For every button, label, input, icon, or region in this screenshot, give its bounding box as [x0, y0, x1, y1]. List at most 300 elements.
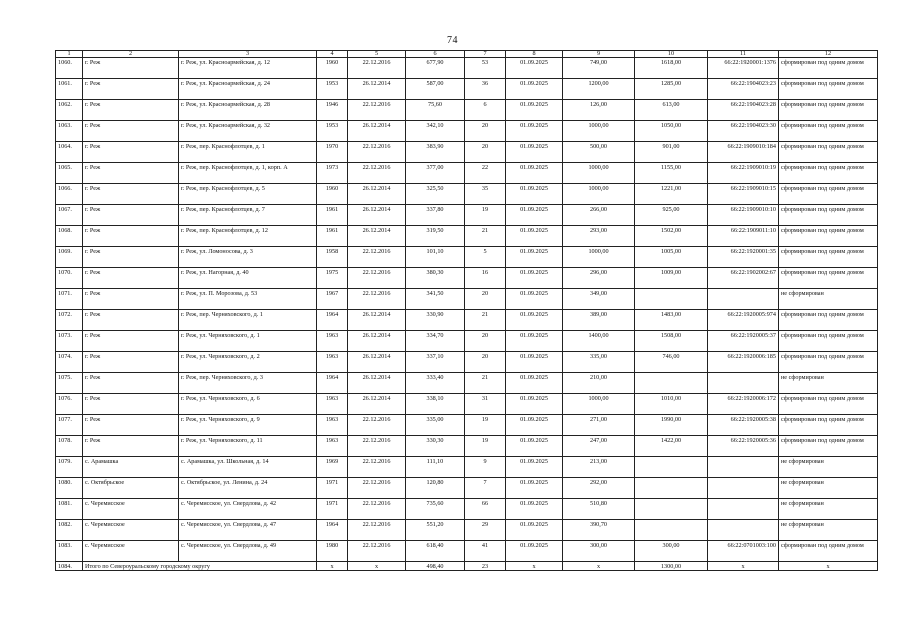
address-cell: г. Реж, ул. Черняховского, д. 1 — [179, 331, 317, 352]
address-cell: с. Черемисское, ул. Свердлова, д. 42 — [179, 499, 317, 520]
row-number-cell: 1072. — [56, 310, 83, 331]
date-cell: 22.12.2016 — [348, 541, 406, 562]
land-area-cell: 1010,00 — [635, 394, 708, 415]
address-cell: г. Реж, ул. Черняховского, д. 6 — [179, 394, 317, 415]
table-row — [56, 415, 878, 436]
row-number-cell: 1078. — [56, 436, 83, 457]
year-cell: x — [317, 562, 348, 571]
land-area-cell — [635, 499, 708, 520]
row-number-cell: 1062. — [56, 100, 83, 121]
date-cell: 26.12.2014 — [348, 205, 406, 226]
year-cell: 1964 — [317, 310, 348, 331]
start-date-cell: 01.09.2025 — [506, 58, 563, 79]
area-cell: 335,00 — [406, 415, 465, 436]
table-row — [56, 478, 878, 499]
year-cell: 1967 — [317, 289, 348, 310]
address-cell: г. Реж, пер. Краснофлотцев, д. 5 — [179, 184, 317, 205]
cost-cell: 500,00 — [563, 142, 635, 163]
table-row — [56, 310, 878, 331]
address-cell: г. Реж, пер. Краснофлотцев, д. 7 — [179, 205, 317, 226]
locality-cell: г. Реж — [83, 268, 179, 289]
residents-cell: 19 — [465, 415, 506, 436]
cadastral-number-cell — [708, 520, 779, 541]
locality-cell: г. Реж — [83, 310, 179, 331]
housing-registry-table — [55, 50, 878, 571]
cost-cell: 1400,00 — [563, 331, 635, 352]
column-number-cell: 1 — [56, 51, 83, 58]
page-number: 74 — [447, 35, 458, 46]
start-date-cell: 01.09.2025 — [506, 100, 563, 121]
table-row — [56, 58, 878, 79]
cost-cell: 389,00 — [563, 310, 635, 331]
area-cell: 330,30 — [406, 436, 465, 457]
land-status-cell: сформирован под одним домом — [779, 58, 878, 79]
land-area-cell: 1050,00 — [635, 121, 708, 142]
row-number-cell: 1063. — [56, 121, 83, 142]
address-cell: г. Реж, пер. Черняховского, д. 1 — [179, 310, 317, 331]
year-cell: 1963 — [317, 394, 348, 415]
year-cell: 1963 — [317, 352, 348, 373]
date-cell: 22.12.2016 — [348, 163, 406, 184]
area-cell: 337,10 — [406, 352, 465, 373]
row-number-cell: 1082. — [56, 520, 83, 541]
locality-cell: г. Реж — [83, 394, 179, 415]
residents-cell: 20 — [465, 121, 506, 142]
date-cell: 22.12.2016 — [348, 100, 406, 121]
cost-cell: 293,00 — [563, 226, 635, 247]
table-body — [56, 51, 878, 571]
land-status-cell: сформирован под одним домом — [779, 100, 878, 121]
locality-cell: г. Реж — [83, 142, 179, 163]
locality-cell: г. Реж — [83, 58, 179, 79]
area-cell: 383,90 — [406, 142, 465, 163]
cadastral-number-cell: 66:22:1909010:15 — [708, 184, 779, 205]
year-cell: 1960 — [317, 184, 348, 205]
land-area-cell: 1221,00 — [635, 184, 708, 205]
year-cell: 1964 — [317, 520, 348, 541]
address-cell: г. Реж, ул. Красноармейская, д. 28 — [179, 100, 317, 121]
land-area-cell — [635, 373, 708, 394]
residents-cell: 41 — [465, 541, 506, 562]
table-row — [56, 436, 878, 457]
date-cell: 26.12.2014 — [348, 310, 406, 331]
address-cell: г. Реж, ул. Красноармейская, д. 24 — [179, 79, 317, 100]
locality-cell: г. Реж — [83, 247, 179, 268]
row-number-cell: 1073. — [56, 331, 83, 352]
land-area-cell: 1483,00 — [635, 310, 708, 331]
row-number-cell: 1081. — [56, 499, 83, 520]
land-status-cell: сформирован под одним домом — [779, 79, 878, 100]
cost-cell: 292,00 — [563, 478, 635, 499]
land-status-cell: не сформирован — [779, 373, 878, 394]
cadastral-number-cell: 66:22:1920006:172 — [708, 394, 779, 415]
locality-cell: г. Реж — [83, 100, 179, 121]
cadastral-number-cell: 66:22:1920005:974 — [708, 310, 779, 331]
area-cell: 677,90 — [406, 58, 465, 79]
land-status-cell: сформирован под одним домом — [779, 394, 878, 415]
year-cell: 1971 — [317, 478, 348, 499]
cost-cell: 510,80 — [563, 499, 635, 520]
residents-cell: 21 — [465, 373, 506, 394]
land-area-cell — [635, 478, 708, 499]
row-number-cell: 1064. — [56, 142, 83, 163]
area-cell: 334,70 — [406, 331, 465, 352]
land-status-cell: сформирован под одним домом — [779, 352, 878, 373]
table-row — [56, 79, 878, 100]
cost-cell: 296,00 — [563, 268, 635, 289]
start-date-cell: 01.09.2025 — [506, 457, 563, 478]
start-date-cell: 01.09.2025 — [506, 142, 563, 163]
start-date-cell: 01.09.2025 — [506, 415, 563, 436]
cadastral-number-cell: 66:22:0701003:100 — [708, 541, 779, 562]
area-cell: 587,00 — [406, 79, 465, 100]
table-row — [56, 331, 878, 352]
area-cell: 551,20 — [406, 520, 465, 541]
land-status-cell: сформирован под одним домом — [779, 331, 878, 352]
address-cell: г. Реж, ул. П. Морозова, д. 53 — [179, 289, 317, 310]
year-cell: 1980 — [317, 541, 348, 562]
land-area-cell: 1508,00 — [635, 331, 708, 352]
start-date-cell: 01.09.2025 — [506, 121, 563, 142]
row-number-cell: 1066. — [56, 184, 83, 205]
column-number-cell: 10 — [635, 51, 708, 58]
row-number-cell: 1068. — [56, 226, 83, 247]
column-number-cell: 9 — [563, 51, 635, 58]
land-status-cell: сформирован под одним домом — [779, 436, 878, 457]
locality-cell: г. Реж — [83, 373, 179, 394]
start-date-cell: 01.09.2025 — [506, 541, 563, 562]
land-status-cell: сформирован под одним домом — [779, 205, 878, 226]
cost-cell: 210,00 — [563, 373, 635, 394]
column-number-cell: 4 — [317, 51, 348, 58]
table-row — [56, 289, 878, 310]
residents-cell: 22 — [465, 163, 506, 184]
land-area-cell: 746,00 — [635, 352, 708, 373]
residents-cell: 29 — [465, 520, 506, 541]
area-cell: 337,80 — [406, 205, 465, 226]
start-date-cell: 01.09.2025 — [506, 289, 563, 310]
residents-cell: 36 — [465, 79, 506, 100]
address-cell: с. Октябрьское, ул. Ленина, д. 24 — [179, 478, 317, 499]
locality-cell: с. Октябрьское — [83, 478, 179, 499]
cadastral-number-cell: 66:22:1904023:30 — [708, 121, 779, 142]
cadastral-number-cell: 66:22:1920001:1376 — [708, 58, 779, 79]
residents-cell: 5 — [465, 247, 506, 268]
residents-cell: 20 — [465, 352, 506, 373]
date-cell: 26.12.2014 — [348, 79, 406, 100]
year-cell: 1961 — [317, 226, 348, 247]
date-cell: 26.12.2014 — [348, 394, 406, 415]
land-area-cell: 1009,00 — [635, 268, 708, 289]
locality-cell: с. Черемисское — [83, 520, 179, 541]
year-cell: 1958 — [317, 247, 348, 268]
land-status-cell: не сформирован — [779, 289, 878, 310]
land-area-cell: 1155,00 — [635, 163, 708, 184]
land-status-cell: сформирован под одним домом — [779, 121, 878, 142]
cadastral-number-cell: x — [708, 562, 779, 571]
area-cell: 498,40 — [406, 562, 465, 571]
cadastral-number-cell — [708, 457, 779, 478]
land-area-cell: 1502,00 — [635, 226, 708, 247]
row-number-cell: 1075. — [56, 373, 83, 394]
cost-cell: 126,00 — [563, 100, 635, 121]
address-cell: г. Реж, ул. Нагорная, д. 40 — [179, 268, 317, 289]
residents-cell: 21 — [465, 310, 506, 331]
total-label-cell: Итого по Североуральскому городскому округу — [83, 562, 317, 571]
start-date-cell: 01.09.2025 — [506, 163, 563, 184]
area-cell: 618,40 — [406, 541, 465, 562]
date-cell: 22.12.2016 — [348, 478, 406, 499]
year-cell: 1970 — [317, 142, 348, 163]
locality-cell: г. Реж — [83, 205, 179, 226]
area-cell: 735,60 — [406, 499, 465, 520]
column-number-cell: 6 — [406, 51, 465, 58]
table-row — [56, 205, 878, 226]
start-date-cell: 01.09.2025 — [506, 478, 563, 499]
date-cell: 26.12.2014 — [348, 331, 406, 352]
table-row — [56, 520, 878, 541]
land-status-cell: сформирован под одним домом — [779, 226, 878, 247]
residents-cell: 35 — [465, 184, 506, 205]
cost-cell: 390,70 — [563, 520, 635, 541]
address-cell: с. Черемисское, ул. Свердлова, д. 47 — [179, 520, 317, 541]
start-date-cell: 01.09.2025 — [506, 310, 563, 331]
area-cell: 342,10 — [406, 121, 465, 142]
residents-cell: 19 — [465, 205, 506, 226]
residents-cell: 9 — [465, 457, 506, 478]
area-cell: 338,10 — [406, 394, 465, 415]
land-area-cell: 1005,00 — [635, 247, 708, 268]
land-status-cell: сформирован под одним домом — [779, 415, 878, 436]
residents-cell: 31 — [465, 394, 506, 415]
cadastral-number-cell: 66:22:1909010:10 — [708, 205, 779, 226]
cadastral-number-cell: 66:22:1920005:38 — [708, 415, 779, 436]
year-cell: 1953 — [317, 121, 348, 142]
row-number-cell: 1069. — [56, 247, 83, 268]
locality-cell: г. Реж — [83, 121, 179, 142]
cadastral-number-cell: 66:22:1909010:19 — [708, 163, 779, 184]
start-date-cell: 01.09.2025 — [506, 331, 563, 352]
start-date-cell: 01.09.2025 — [506, 394, 563, 415]
year-cell: 1969 — [317, 457, 348, 478]
land-area-cell — [635, 520, 708, 541]
area-cell: 333,40 — [406, 373, 465, 394]
cadastral-number-cell: 66:22:1920006:185 — [708, 352, 779, 373]
address-cell: с. Арамашка, ул. Школьная, д. 14 — [179, 457, 317, 478]
land-status-cell: не сформирован — [779, 457, 878, 478]
area-cell: 341,50 — [406, 289, 465, 310]
locality-cell: г. Реж — [83, 331, 179, 352]
address-cell: г. Реж, пер. Краснофлотцев, д. 1 — [179, 142, 317, 163]
cadastral-number-cell: 66:22:1909010:184 — [708, 142, 779, 163]
date-cell: 22.12.2016 — [348, 457, 406, 478]
year-cell: 1960 — [317, 58, 348, 79]
date-cell: x — [348, 562, 406, 571]
locality-cell: с. Черемисское — [83, 541, 179, 562]
locality-cell: г. Реж — [83, 289, 179, 310]
land-status-cell: сформирован под одним домом — [779, 268, 878, 289]
table-row — [56, 268, 878, 289]
year-cell: 1961 — [317, 205, 348, 226]
address-cell: г. Реж, ул. Красноармейская, д. 32 — [179, 121, 317, 142]
area-cell: 319,50 — [406, 226, 465, 247]
cadastral-number-cell: 66:22:1904023:28 — [708, 100, 779, 121]
cost-cell: 1000,00 — [563, 121, 635, 142]
area-cell: 325,50 — [406, 184, 465, 205]
area-cell: 111,10 — [406, 457, 465, 478]
area-cell: 380,30 — [406, 268, 465, 289]
land-status-cell: сформирован под одним домом — [779, 184, 878, 205]
date-cell: 26.12.2014 — [348, 226, 406, 247]
row-number-cell: 1080. — [56, 478, 83, 499]
row-number-cell: 1083. — [56, 541, 83, 562]
land-area-cell: 925,00 — [635, 205, 708, 226]
date-cell: 26.12.2014 — [348, 121, 406, 142]
date-cell: 22.12.2016 — [348, 415, 406, 436]
row-number-cell: 1076. — [56, 394, 83, 415]
year-cell: 1963 — [317, 436, 348, 457]
table-row — [56, 121, 878, 142]
cadastral-number-cell: 66:22:1904023:23 — [708, 79, 779, 100]
cost-cell: 349,00 — [563, 289, 635, 310]
table-row — [56, 184, 878, 205]
address-cell: г. Реж, ул. Красноармейская, д. 12 — [179, 58, 317, 79]
cadastral-number-cell — [708, 373, 779, 394]
table-row — [56, 373, 878, 394]
cadastral-number-cell — [708, 478, 779, 499]
residents-cell: 21 — [465, 226, 506, 247]
cadastral-number-cell: 66:22:1902002:67 — [708, 268, 779, 289]
cost-cell: 749,00 — [563, 58, 635, 79]
address-cell: г. Реж, ул. Ломоносова, д. 3 — [179, 247, 317, 268]
cost-cell: 335,00 — [563, 352, 635, 373]
locality-cell: с. Арамашка — [83, 457, 179, 478]
land-status-cell: не сформирован — [779, 499, 878, 520]
date-cell: 22.12.2016 — [348, 436, 406, 457]
column-number-cell: 3 — [179, 51, 317, 58]
residents-cell: 16 — [465, 268, 506, 289]
land-status-cell: не сформирован — [779, 478, 878, 499]
land-area-cell: 613,00 — [635, 100, 708, 121]
table-row — [56, 541, 878, 562]
address-cell: с. Черемисское, ул. Свердлова, д. 49 — [179, 541, 317, 562]
cadastral-number-cell — [708, 499, 779, 520]
table-row — [56, 226, 878, 247]
locality-cell: г. Реж — [83, 163, 179, 184]
address-cell: г. Реж, пер. Краснофлотцев, д. 12 — [179, 226, 317, 247]
date-cell: 26.12.2014 — [348, 352, 406, 373]
residents-cell: 6 — [465, 100, 506, 121]
year-cell: 1971 — [317, 499, 348, 520]
row-number-cell: 1070. — [56, 268, 83, 289]
residents-cell: 7 — [465, 478, 506, 499]
column-number-cell: 2 — [83, 51, 179, 58]
start-date-cell: 01.09.2025 — [506, 499, 563, 520]
row-number-cell: 1071. — [56, 289, 83, 310]
table-row — [56, 163, 878, 184]
start-date-cell: 01.09.2025 — [506, 352, 563, 373]
year-cell: 1964 — [317, 373, 348, 394]
start-date-cell: 01.09.2025 — [506, 247, 563, 268]
land-area-cell: 300,00 — [635, 541, 708, 562]
year-cell: 1963 — [317, 415, 348, 436]
land-status-cell: сформирован под одним домом — [779, 247, 878, 268]
locality-cell: г. Реж — [83, 184, 179, 205]
land-status-cell: x — [779, 562, 878, 571]
start-date-cell: 01.09.2025 — [506, 79, 563, 100]
column-number-cell: 12 — [779, 51, 878, 58]
row-number-cell: 1060. — [56, 58, 83, 79]
land-area-cell: 901,00 — [635, 142, 708, 163]
residents-cell: 20 — [465, 289, 506, 310]
start-date-cell: 01.09.2025 — [506, 205, 563, 226]
cost-cell: 1000,00 — [563, 184, 635, 205]
column-number-cell: 5 — [348, 51, 406, 58]
land-status-cell: сформирован под одним домом — [779, 541, 878, 562]
area-cell: 75,60 — [406, 100, 465, 121]
date-cell: 22.12.2016 — [348, 268, 406, 289]
cost-cell: 1000,00 — [563, 163, 635, 184]
row-number-cell: 1067. — [56, 205, 83, 226]
table-row — [56, 100, 878, 121]
year-cell: 1975 — [317, 268, 348, 289]
date-cell: 22.12.2016 — [348, 142, 406, 163]
start-date-cell: 01.09.2025 — [506, 184, 563, 205]
area-cell: 120,80 — [406, 478, 465, 499]
row-number-cell: 1074. — [56, 352, 83, 373]
land-area-cell: 1300,00 — [635, 562, 708, 571]
residents-cell: 23 — [465, 562, 506, 571]
row-number-cell: 1061. — [56, 79, 83, 100]
date-cell: 22.12.2016 — [348, 289, 406, 310]
year-cell: 1946 — [317, 100, 348, 121]
column-number-row — [56, 51, 878, 58]
land-area-cell: 1618,00 — [635, 58, 708, 79]
land-status-cell: сформирован под одним домом — [779, 310, 878, 331]
row-number-cell: 1077. — [56, 415, 83, 436]
date-cell: 22.12.2016 — [348, 247, 406, 268]
land-status-cell: сформирован под одним домом — [779, 142, 878, 163]
area-cell: 377,00 — [406, 163, 465, 184]
cadastral-number-cell: 66:22:1920001:35 — [708, 247, 779, 268]
land-area-cell — [635, 457, 708, 478]
row-number-cell: 1079. — [56, 457, 83, 478]
table-row — [56, 352, 878, 373]
table-row — [56, 499, 878, 520]
date-cell: 22.12.2016 — [348, 520, 406, 541]
cost-cell: 271,00 — [563, 415, 635, 436]
cost-cell: 300,00 — [563, 541, 635, 562]
table-row — [56, 247, 878, 268]
land-area-cell: 1285,00 — [635, 79, 708, 100]
date-cell: 22.12.2016 — [348, 58, 406, 79]
residents-cell: 20 — [465, 142, 506, 163]
cost-cell: x — [563, 562, 635, 571]
land-status-cell: сформирован под одним домом — [779, 163, 878, 184]
date-cell: 26.12.2014 — [348, 373, 406, 394]
date-cell: 22.12.2016 — [348, 499, 406, 520]
residents-cell: 66 — [465, 499, 506, 520]
land-area-cell: 1422,00 — [635, 436, 708, 457]
locality-cell: с. Черемисское — [83, 499, 179, 520]
start-date-cell: 01.09.2025 — [506, 373, 563, 394]
start-date-cell: 01.09.2025 — [506, 520, 563, 541]
locality-cell: г. Реж — [83, 226, 179, 247]
cost-cell: 1000,00 — [563, 247, 635, 268]
address-cell: г. Реж, ул. Черняховского, д. 11 — [179, 436, 317, 457]
date-cell: 26.12.2014 — [348, 184, 406, 205]
residents-cell: 20 — [465, 331, 506, 352]
